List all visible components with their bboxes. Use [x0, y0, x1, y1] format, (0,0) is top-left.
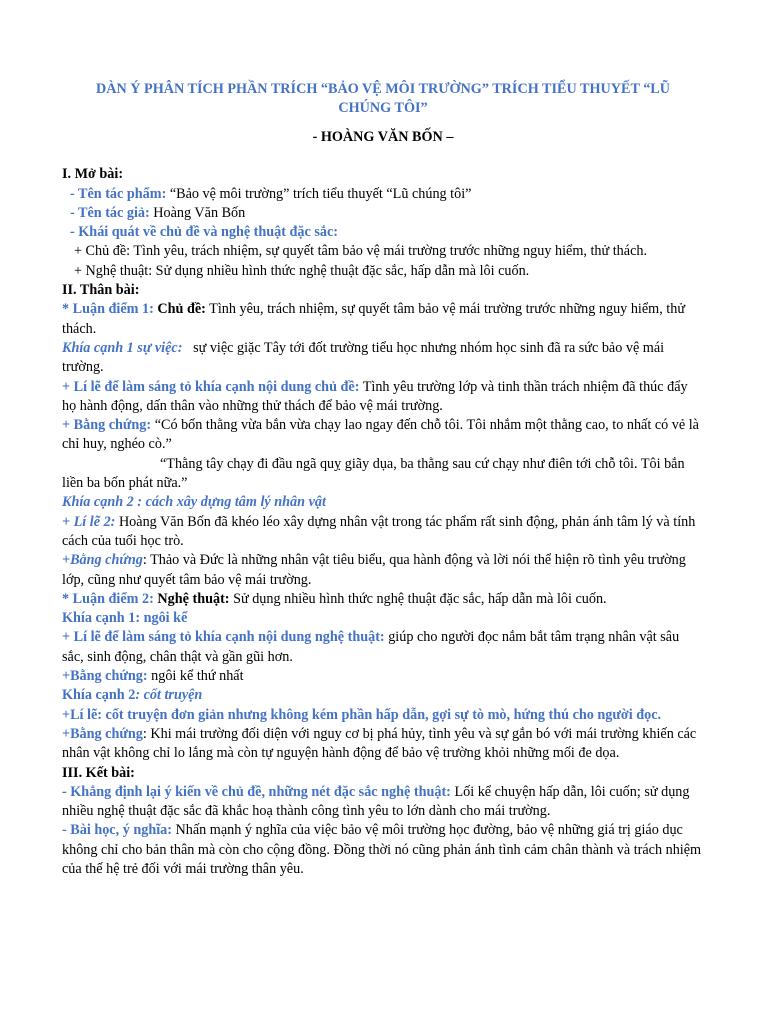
nt-li-le-2: +Lí lẽ: cốt truyện đơn giản nhưng không kém phần hấp dẫn, gợi sự tò mò, hứng thú cho người đọc.	[62, 706, 662, 723]
nt-khia-canh-2	[62, 686, 704, 705]
bang-chung-2	[62, 551, 704, 590]
mo-bai-ten-tac-gia	[62, 204, 704, 223]
label: +Bằng chứng	[62, 552, 143, 569]
label: +Bằng chứng	[62, 725, 143, 742]
text: Tình yêu trường lớp và tinh thần trách nhiệm đã thúc đẩy họ hành động, dấn thân vào những thử thách để bảo vệ mái trường.	[62, 378, 688, 414]
text: giúp cho người đọc nắm bắt tâm trạng nhân vật sâu sắc, sinh động, chân thật và gần gũi hơn.	[62, 629, 680, 665]
bang-chung-1	[62, 416, 704, 455]
nt-khia-canh-1: Khía cạnh 1: ngôi kể	[62, 610, 188, 627]
khia-canh-1	[62, 339, 704, 378]
text: ngôi kể thứ nhất	[147, 668, 244, 685]
nt-bang-chung-2	[62, 725, 704, 764]
mo-bai-nghe-thuat: + Nghệ thuật: Sử dụng nhiều hình thức nghệ thuật đặc sắc, hấp dẫn mà lôi cuốn.	[74, 262, 530, 279]
label: + Bằng chứng:	[62, 417, 152, 434]
mo-bai-ten-tac-pham	[62, 185, 704, 204]
ket-bai-khang-dinh	[62, 783, 704, 822]
bang-chung-1-quote-2: “Thằng tây chạy đi đầu ngã quỵ giãy dụa, ba thằng sau cứ chạy như điên tới chỗ tôi. Tôi bắn liền ba bốn phát nữa.”	[62, 455, 685, 492]
text: : Khi mái trường đối diện với nguy cơ bị phá hủy, tình yêu và sự gắn bó với mái trường khiến các nhân vật không chỉ lo lắng mà còn tự nguyện hành động để bảo vệ trường khỏi những mối đe dọa.	[62, 725, 697, 762]
khia-canh-2-heading: Khía cạnh 2 : cách xây dựng tâm lý nhân vật	[62, 494, 326, 511]
label: * Luận điểm 2:	[62, 590, 154, 607]
label: + Lí lẽ để làm sáng tỏ khía cạnh nội dung nghệ thuật:	[62, 629, 385, 646]
text: Hoàng Văn Bốn đã khéo léo xây dựng nhân vật trong tác phẩm rất sinh động, phản ánh tâm lý và tính cách của tuổi học trò.	[62, 513, 696, 549]
nt-bang-chung-1	[62, 667, 704, 686]
mo-bai-khai-quat: - Khái quát về chủ đề và nghệ thuật đặc sắc:	[70, 224, 339, 241]
label: * Luận điểm 1:	[62, 301, 154, 318]
value: “Bảo vệ môi trường” trích tiểu thuyết “Lũ chúng tôi”	[166, 185, 472, 202]
label: Khía cạnh 2	[62, 687, 136, 704]
bold-label: Nghệ thuật:	[153, 590, 230, 607]
label: - Bài học, ý nghĩa:	[62, 822, 172, 839]
text: : Thảo và Đức là những nhân vật tiêu biểu, qua hành động và lời nói thể hiện rõ tình yêu trường lớp, cũng như quyết tâm bảo vệ mái trường.	[62, 552, 686, 588]
nt-li-le-1	[62, 628, 704, 667]
label: +Bằng chứng:	[62, 668, 148, 685]
luan-diem-1	[62, 300, 704, 339]
text: Lối kể chuyện hấp dẫn, lôi cuốn; sử dụng nhiều nghệ thuật đặc sắc đã khắc hoạ thành công tình yêu to lớn dành cho mái trường.	[62, 783, 690, 820]
ket-bai-bai-hoc	[62, 821, 704, 879]
text: Sử dụng nhiều hình thức nghệ thuật đặc sắc, hấp dẫn mà lôi cuốn.	[229, 590, 607, 607]
label: - Tên tác giả:	[70, 204, 150, 221]
section-heading-ket-bai: III. Kết bài:	[62, 764, 135, 781]
mo-bai-chu-de: + Chủ đề: Tình yêu, trách nhiệm, sự quyết tâm bảo vệ mái trường trước những nguy hiểm, thử thách.	[74, 243, 648, 260]
value: Hoàng Văn Bốn	[149, 204, 246, 221]
section-heading-than-bai: II. Thân bài:	[62, 282, 140, 299]
li-le-1	[62, 378, 704, 417]
text: sự việc giặc Tây tới đốt trường tiểu học nhưng nhóm học sinh đã ra sức bảo vệ mái trường.	[62, 339, 668, 376]
label: + Lí lẽ để làm sáng tỏ khía cạnh nội dung chủ đề:	[62, 378, 360, 395]
label: Khía cạnh 1 sự việc:	[62, 339, 183, 356]
li-le-2	[62, 513, 704, 552]
bold-label: Chủ đề:	[153, 301, 206, 318]
label: - Khẳng định lại ý kiến về chủ đề, những nét đặc sắc nghệ thuật:	[62, 783, 451, 800]
label: + Lí lẽ 2:	[62, 513, 116, 530]
text: Nhấn mạnh ý nghĩa của việc bảo vệ môi trường học đường, bảo vệ những giá trị giáo dục không chỉ cho bản thân mà còn cho cộng đồng. Đồng thời nó cũng phản ánh tình cảm chân thành và trách nhiệm của thế hệ trẻ đối với mái trường thân yêu.	[62, 822, 702, 877]
text: Tình yêu, trách nhiệm, sự quyết tâm bảo vệ mái trường trước những nguy hiểm, thử thách.	[62, 301, 686, 337]
label: - Tên tác phẩm:	[70, 185, 167, 202]
text: “Có bốn thằng vừa bắn vừa chạy lao ngay đến chỗ tôi. Tôi nhắm một thằng cao, to nhất có vẻ là chỉ huy, nghéo cò.”	[62, 417, 699, 453]
section-heading-mo-bai: I. Mở bài:	[62, 166, 124, 183]
document-author: - HOÀNG VĂN BỐN –	[312, 129, 454, 145]
luan-diem-2	[62, 590, 704, 609]
document-page	[62, 80, 704, 879]
text: : cốt truyện	[135, 687, 203, 704]
document-title: DÀN Ý PHÂN TÍCH PHẦN TRÍCH “BẢO VỆ MÔI TRƯỜNG” TRÍCH TIỂU THUYẾT “LŨ CHÚNG TÔI”	[95, 81, 671, 116]
